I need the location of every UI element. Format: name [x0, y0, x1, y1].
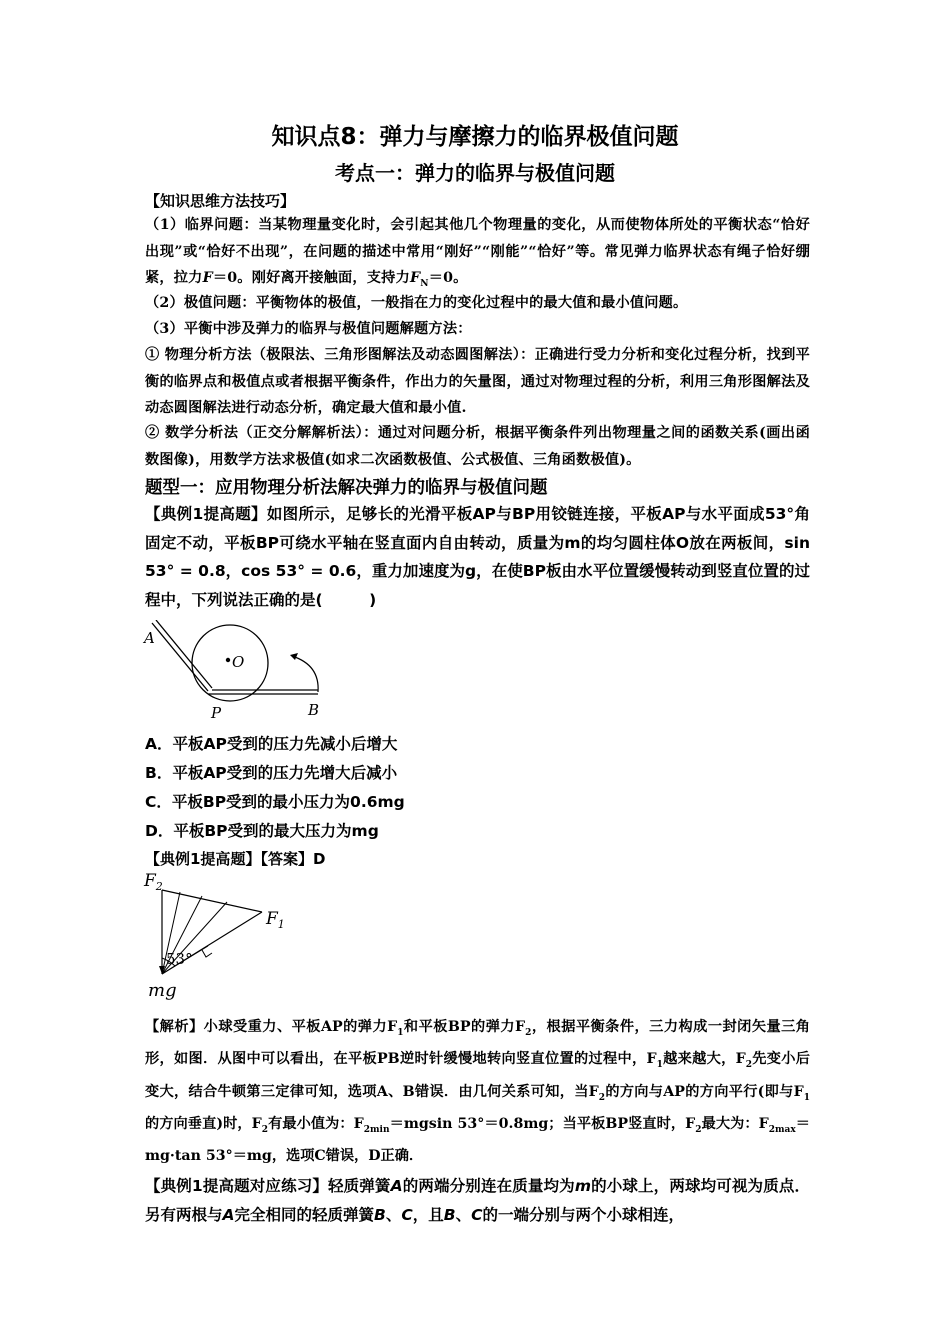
subscript: N	[420, 278, 429, 289]
italic-symbol: F	[409, 270, 421, 286]
italic-symbol: F	[202, 270, 213, 286]
f2-f1-line	[162, 890, 262, 912]
page-subtitle: 考点一：弹力的临界与极值问题	[335, 161, 615, 185]
page-title: 知识点8：弹力与摩擦力的临界极值问题	[271, 124, 679, 150]
label-o: O	[232, 653, 245, 671]
plate-ap-line-inner	[156, 620, 212, 688]
plate-ap-line	[152, 623, 208, 691]
rotation-arc	[292, 656, 318, 692]
figure-force-triangle	[140, 866, 300, 1006]
label-f1: $F_1$	[266, 909, 285, 931]
paragraph-method-intro: （3）平衡中涉及弹力的临界与极值问题解题方法：	[145, 321, 472, 337]
text-run: ＝0。	[428, 270, 468, 286]
paragraph-extreme-problem: （2）极值问题：平衡物体的极值，一般指在力的变化过程中的最大值和最小值问题。	[145, 295, 688, 311]
section-header: 【知识思维方法技巧】	[145, 192, 296, 210]
label-f2: $F_2$	[144, 871, 163, 893]
option-b: B．平板AP受到的压力先增大后减小	[145, 764, 398, 782]
type-heading: 题型一：应用物理分析法解决弹力的临界与极值问题	[145, 478, 548, 498]
paragraph-critical-problem	[145, 212, 810, 297]
label-angle: 53°	[166, 950, 193, 968]
paragraph-math-method: ② 数学分析法（正交分解解析法）：通过对问题分析，根据平衡条件列出物理量之间的函数关系(画出函数图像)，用数学方法求极值(如求二次函数极值、公式极值、三角函数极值)。	[145, 425, 810, 468]
label-p: P	[211, 704, 222, 722]
question-text: 【典例1提高题】如图所示，足够长的光滑平板AP与BP用铰链连接，平板AP与水平面成53°角固定不动，平板BP可绕水平轴在竖直面内自由转动，质量为m的均匀圆柱体O放在两板间，sin 53° = 0.8，cos 53° = 0.6，重力加速度为g，在使BP板由水平位置缓慢转动到竖直位置的过程中，下列说法正确的是( )	[145, 505, 810, 609]
option-c: C．平板BP受到的最小压力为0.6mg	[145, 793, 405, 811]
text-run: （1）临界问题：当某物理量变化时，会引起其他几个物理量的变化，从而使物体所处的平衡状态“恰好出现”或“恰好不出现”，在问题的描述中常用“刚好”“刚能”“恰好”等。常见弹力临界状态有绳子恰好绷紧，拉力	[145, 217, 810, 286]
label-b: B	[308, 701, 320, 719]
right-angle-mark	[202, 950, 212, 957]
option-a: A．平板AP受到的压力先减小后增大	[145, 735, 398, 753]
cylinder-center-dot	[226, 658, 230, 662]
figure-inclined-plates	[140, 620, 340, 725]
rotation-arrowhead	[290, 653, 298, 660]
option-d: D．平板BP受到的最大压力为mg	[145, 822, 379, 840]
label-a: A	[144, 629, 155, 647]
explanation-paragraph: 【解析】小球受重力、平板AP的弹力$F_1$和平板BP的弹力$F_2$，根据平衡条件，三力构成一封闭矢量三角形，如图．从图中可以看出，在平板PB逆时针缓慢地转向竖直位置的过程中，$F_1$越来越大，$F_2$先变小后变大，结合牛顿第三定律可知，选项A、B错误．由几何关系可知，当$F_2$的方向与AP的方向平行(即与$F_1$的方向垂直)时，$F_2$有最小值为：$F_{2min}=mgsin$ 53°＝0.8mg；当平板BP竖直时，$F_2$最大为：$F_{2max}=mg\cdot\tan$ 53°＝mg，选项C错误，D正确．	[145, 1019, 810, 1165]
text-run: ＝0。刚好离开接触面，支持力	[212, 270, 410, 286]
practice-paragraph: 【典例1提高题对应练习】轻质弹簧A的两端分别连在质量均为m的小球上，两球均可视为质点．另有两根与A完全相同的轻质弹簧B、C，且B、C的一端分别与两个小球相连，	[145, 1177, 810, 1224]
answer-line: 【典例1提高题】【答案】D	[145, 850, 326, 868]
label-mg: mg	[148, 980, 177, 1001]
paragraph-physical-method: ① 物理分析方法（极限法、三角形图解法及动态圆图解法）：正确进行受力分析和变化过程分析，找到平衡的临界点和极值点或者根据平衡条件，作出力的矢量图，通过对物理过程的分析，利用三角形图解法及动态圆图解法进行动态分析，确定最大值和最小值.	[145, 347, 810, 416]
